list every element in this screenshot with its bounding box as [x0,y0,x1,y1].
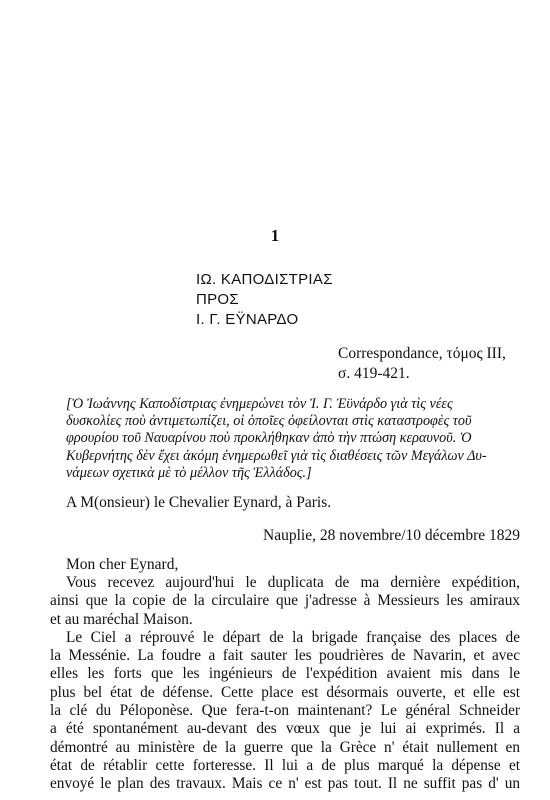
heading-recipient: Ι. Γ. ΕΫΝΑΡΔΟ [196,311,299,328]
body-line: plus bel état de défense. Cette place est désormais ouverte, et elle est [50,683,520,701]
body-line: ainsi que la copie de la circulaire que j'adresse à Messieurs les amiraux [50,592,520,610]
source-pages: σ. 419-421. [338,365,410,382]
body-line: état de rétablir cette forteresse. Il lui a de plus marqué la dépense et [50,756,520,774]
editorial-summary [66,396,520,482]
document-number: 1 [270,226,280,245]
source-reference [338,344,506,384]
letter-body [50,574,520,794]
letter-address: A M(onsieur) le Chevalier Eynard, à Paris. [66,494,332,511]
source-title: Correspondance, τόμος III, [338,345,506,362]
letter-place-date: Nauplie, 28 novembre/10 décembre 1829 [263,527,520,544]
letter-salutation: Mon cher Eynard, [66,556,179,573]
letter-heading [196,270,333,330]
body-line: la clé du Péloponèse. Que fera-t-on maintenant? Le général Schneider [50,702,520,720]
heading-sender: ΙΩ. ΚΑΠΟΔΙΣΤΡΙΑΣ [196,271,333,288]
summary-line: [Ὁ Ἰωάννης Καποδίστριας ἐνημερώνει τὸν Ἰ. Γ. Ἐϋνάρδο γιὰ τὶς νέες [66,396,453,412]
body-line: elles les forts que les ingénieurs de l'expédition avaient mis dans le [50,665,520,683]
body-line: a été spontanément au-devant des vœux que je lui ai exprimés. Il a [50,720,520,738]
summary-line: δυσκολίες ποὺ ἀντιμετωπίζει, οἱ ὁποῖες ὀφείλονται στὶς καταστροφὲς τοῦ [66,413,472,430]
body-line: la Messénie. La foudre a fait sauter les poudrières de Navarin, et avec [50,647,520,665]
heading-preposition: ΠΡΟΣ [196,291,239,308]
body-line: Le Ciel a réprouvé le départ de la brigade française des places de [66,628,520,646]
summary-line: Κυβερνήτης δὲν ἔχει ἀκόμη ἐνημερωθεῖ γιὰ τὶς διαθέσεις τῶν Μεγάλων Δυ- [66,447,487,464]
summary-line: φρουρίου τοῦ Ναυαρίνου ποὺ προκλήθηκαν ἀπὸ τὴν πτώση κεραυνοῦ. Ὁ [66,430,472,447]
body-line: envoyé le plan des travaux. Mais ce n' est pas tout. Il ne suffit pas d' un [50,775,520,793]
body-line: démontré au ministère de la guerre que la Grèce n' était nullement en [50,738,520,756]
body-line: et au maréchal Maison. [50,610,193,628]
summary-line: νάμεων σχετικὰ μὲ τὸ μέλλον τῆς Ἑλλάδος.] [66,464,312,481]
body-line: Vous recevez aujourd'hui le duplicata de ma dernière expédition, [66,574,520,591]
